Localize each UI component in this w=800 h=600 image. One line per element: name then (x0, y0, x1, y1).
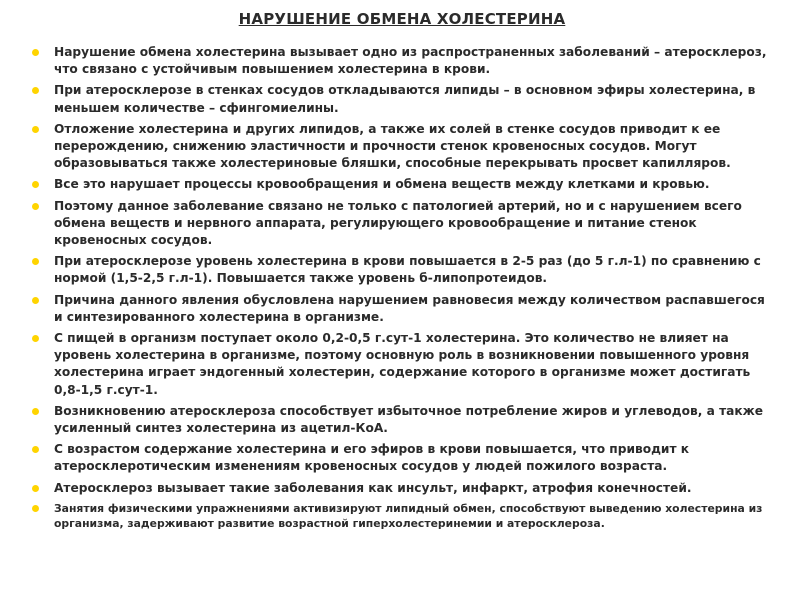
bullet-icon (32, 505, 39, 512)
bullet-icon (32, 87, 39, 94)
list-item-text: Все это нарушает процессы кровообращения и обмена веществ между клетками и кровью. (54, 177, 710, 192)
list-item (30, 480, 774, 497)
list-item-text: При атеросклерозе в стенках сосудов откладываются липиды – в основном эфиры холестерина, в меньшем количестве – сфингомиелины. (54, 83, 756, 115)
list-item-text: Атеросклероз вызывает такие заболевания как инсульт, инфаркт, атрофия конечностей. (54, 480, 692, 495)
list-item-text: Поэтому данное заболевание связано не только с патологией артерий, но и с нарушением всего обмена веществ и нервного аппарата, регулирующего кровообращение и питание стенок кровеносных сосудов. (54, 198, 742, 248)
list-item-text: С пищей в организм поступает около 0,2-0,5 г.сут-1 холестерина. Это количество не влияет на уровень холестерина в организме, поэтому основную роль в возникновении повышенного уровня холестерина играет эндогенный холестерин, содержание которого в организме может достигать 0,8-1,5 г.сут-1. (54, 331, 751, 397)
bullet-icon (32, 181, 39, 188)
list-item-text: С возрастом содержание холестерина и его эфиров в крови повышается, что приводит к атеросклеротическим изменениям кровеносных сосудов у людей пожилого возраста. (54, 442, 690, 474)
list-item-text: Нарушение обмена холестерина вызывает одно из распространенных заболеваний – атеросклероз, что связано с устойчивым повышением холестерина в крови. (54, 45, 767, 77)
bullet-icon (32, 203, 39, 210)
bullet-icon (32, 126, 39, 133)
page-title: НАРУШЕНИЕ ОБМЕНА ХОЛЕСТЕРИНА (238, 10, 566, 28)
bullet-icon (32, 258, 39, 265)
list-item (30, 330, 774, 399)
bullet-list (30, 44, 774, 531)
list-item (30, 441, 774, 475)
list-item (30, 44, 774, 78)
list-item (30, 198, 774, 250)
list-item-text: Занятия физическими упражнениями активизируют липидный обмен, способствуют выведению холестерина из организма, задерживают развитие возрастной гиперхолестеринемии и атеросклероза. (54, 501, 763, 530)
bullet-icon (32, 485, 39, 492)
list-item (30, 403, 774, 437)
bullet-icon (32, 408, 39, 415)
bullet-icon (32, 49, 39, 56)
list-item (30, 501, 774, 531)
list-item (30, 176, 774, 193)
bullet-icon (32, 446, 39, 453)
list-item (30, 121, 774, 173)
list-item-text: Возникновению атеросклероза способствует избыточное потребление жиров и углеводов, а также усиленный синтез холестерина из ацетил-КоА. (54, 403, 764, 436)
list-item-text: Причина данного явления обусловлена нарушением равновесия между количеством распавшегося и синтезированного холестерина в организме. (54, 292, 765, 324)
bullet-icon (32, 335, 39, 342)
list-item (30, 292, 774, 326)
list-item-text: Отложение холестерина и других липидов, а также их солей в стенке сосудов приводит к ее перерождению, снижению эластичности и прочности стенок кровеносных сосудов. Могут образовываться также холестериновые бляшки, способные перекрывать просвет капилляров. (54, 121, 731, 171)
list-item-text: При атеросклерозе уровень холестерина в крови повышается в 2-5 раз (до 5 г.л-1) по сравнению с нормой (1,5-2,5 г.л-1). Повышается также уровень б-липопротеидов. (54, 254, 761, 286)
list-item (30, 82, 774, 116)
list-item (30, 253, 774, 287)
bullet-icon (32, 297, 39, 304)
